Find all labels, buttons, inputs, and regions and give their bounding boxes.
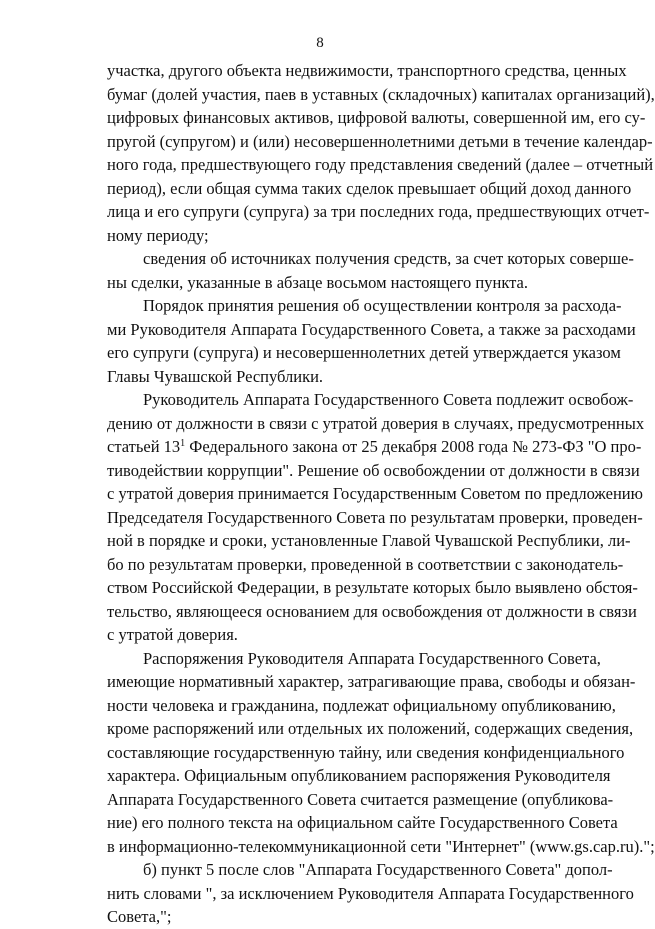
text-line: б) пункт 5 после слов "Аппарата Государственного Совета" допол- — [143, 860, 613, 879]
text-line: нить словами ", за исключением Руководителя Аппарата Государственного — [107, 883, 634, 903]
text-line: сведения об источниках получения средств, за счет которых соверше- — [143, 249, 634, 268]
text-fragment: статьей 13 — [107, 437, 181, 456]
text-line: ми Руководителя Аппарата Государственного Совета, а также за расходами — [107, 319, 636, 339]
text-fragment: Федерального закона от 25 декабря 2008 года № 273-ФЗ "О про- — [185, 437, 642, 456]
text-line: бумаг (долей участия, паев в уставных (складочных) капиталах организаций), — [107, 84, 655, 104]
text-line: ности человека и гражданина, подлежат официальному опубликованию, — [107, 695, 616, 715]
text-line: тельство, являющееся основанием для освобождения от должности в связи — [107, 601, 637, 621]
text-line: ной в порядке и сроки, установленные Главой Чувашской Республики, ли- — [107, 531, 631, 550]
paragraph-p3 — [107, 294, 636, 388]
text-line: кроме распоряжений или отдельных их положений, содержащих сведения, — [107, 719, 634, 738]
text-line: ством Российской Федерации, в результате которых было выявлено обстоя- — [107, 578, 638, 597]
text-line: Совета,"; — [107, 907, 172, 926]
text-line: характера. Официальным опубликованием распоряжения Руководителя — [107, 766, 611, 785]
text-line: лица и его супруги (супруга) за три последних года, предшествующих отчет- — [107, 202, 650, 221]
text-line: цифровых финансовых активов, цифровой валюты, совершенной им, его су- — [107, 108, 646, 127]
text-line: ны сделки, указанные в абзаце восьмом настоящего пункта. — [107, 272, 528, 292]
text-line: Главы Чувашской Республики. — [107, 366, 324, 386]
text-line: имеющие нормативный характер, затрагивающие права, свободы и обязан- — [107, 672, 636, 691]
paragraph-p4 — [107, 388, 645, 647]
paragraph-p1 — [107, 59, 655, 247]
page-number: 8 — [316, 35, 324, 51]
text-line: ному периоду; — [107, 225, 209, 245]
text-line: Порядок принятия решения об осуществлении контроля за расхода- — [143, 296, 622, 315]
text-line: в информационно-телекоммуникационной сети "Интернет" (www.gs.cap.ru)."; — [107, 836, 655, 856]
text-line: Председателя Государственного Совета по результатам проверки, проведен- — [107, 507, 643, 527]
paragraph-p2 — [107, 247, 634, 294]
text-line: пругой (супругом) и (или) несовершеннолетними детьми в течение календар- — [107, 131, 653, 151]
text-line: с утратой доверия принимается Государственным Советом по предложению — [107, 484, 643, 503]
text-line: ного года, предшествующего году представления сведений (далее – отчетный — [107, 155, 654, 174]
text-line: Аппарата Государственного Совета считается размещение (опубликова- — [107, 789, 614, 809]
text-line: ние) его полного текста на официальном сайте Государственного Совета — [107, 813, 618, 832]
text-line — [107, 435, 642, 459]
paragraph-p5 — [107, 647, 655, 859]
paragraph-p6 — [107, 858, 634, 929]
text-line: участка, другого объекта недвижимости, транспортного средства, ценных — [107, 61, 627, 80]
text-line: с утратой доверия. — [107, 625, 238, 644]
superscript-mark: 1 — [180, 438, 186, 449]
text-line: период), если общая сумма таких сделок превышает общий доход данного — [107, 178, 632, 198]
text-line: Распоряжения Руководителя Аппарата Государственного Совета, — [143, 648, 601, 668]
text-line: дению от должности в связи с утратой доверия в случаях, предусмотренных — [107, 413, 645, 433]
text-line: Руководитель Аппарата Государственного Совета подлежит освобож- — [143, 390, 634, 409]
text-line: составляющие государственную тайну, или сведения конфиденциального — [107, 742, 625, 762]
document-body — [107, 59, 655, 929]
text-line: бо по результатам проверки, проведенной в соответствии с законодатель- — [107, 554, 624, 574]
text-line: его супруги (супруга) и несовершеннолетних детей утверждается указом — [107, 343, 621, 362]
text-line: тиводействии коррупции". Решение об освобождении от должности в связи — [107, 460, 640, 480]
